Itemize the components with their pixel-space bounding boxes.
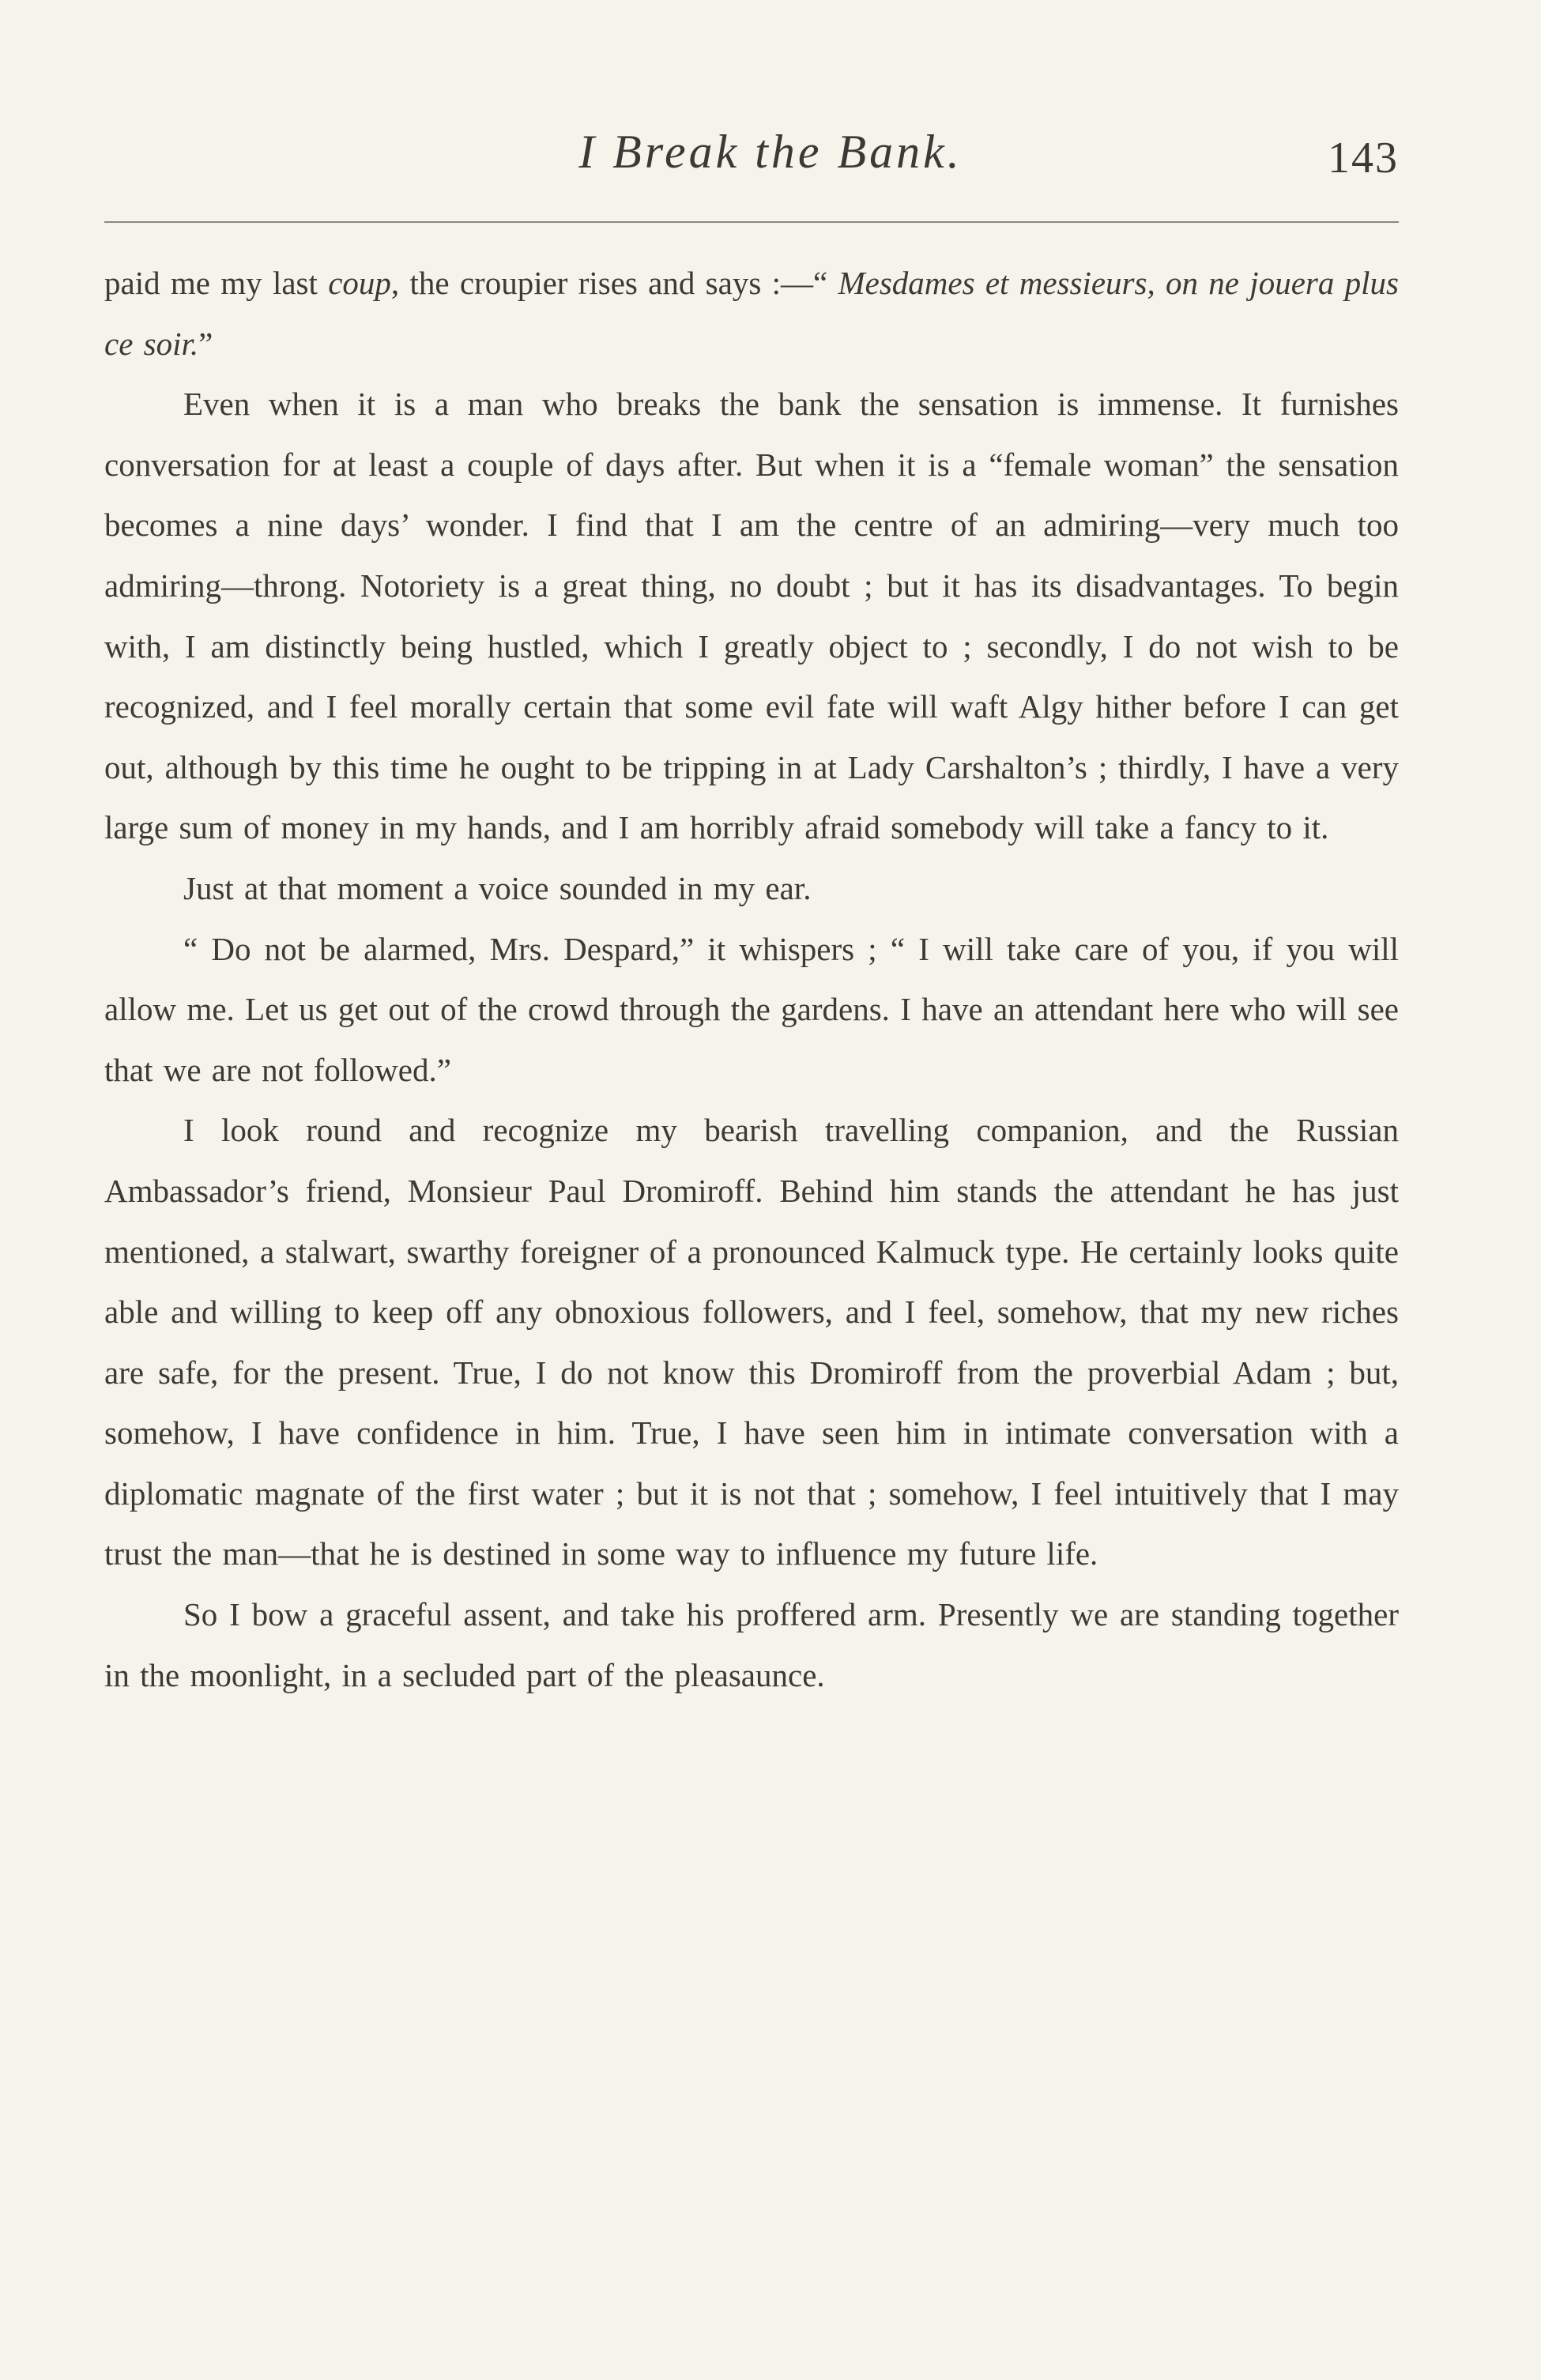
body-text [104, 253, 1399, 1705]
paragraph [104, 1100, 1399, 1584]
paragraph [104, 858, 1399, 919]
text-run: ” [198, 325, 213, 362]
paragraph [104, 919, 1399, 1101]
italic-text: Mesdames et messieurs, on ne jouera plus ce soir. [104, 265, 1399, 362]
text-run: Just at that moment a voice sounded in my ear. [183, 869, 812, 906]
text-run: , the croupier rises and says :—“ [390, 265, 838, 301]
italic-text: coup [328, 265, 391, 301]
paragraph [104, 1584, 1399, 1705]
page-number: 143 [1328, 134, 1399, 183]
paragraph [104, 253, 1399, 374]
text-run: “ Do not be alarmed, Mrs. Despard,” it whispers ; “ I will take care of you, if you will allow me. Let us get out of the crowd through the gardens. I have an attendant here who will see that we are not followed.” [104, 930, 1399, 1088]
text-run: So I bow a graceful assent, and take his proffered arm. Presently we are standing together in the moonlight, in a secluded part of the pleasaunce. [104, 1596, 1399, 1693]
text-run: I look round and recognize my bearish travelling companion, and the Russian Ambassador’s friend, Monsieur Paul Dromiroff. Behind him stands the attendant he has just mentioned, a stalwart, swarthy foreigner of a pronounced Kalmuck type. He certainly looks quite able and willing to keep off any obnoxious followers, and I feel, somehow, that my new riches are safe, for the present. True, I do not know this Dromiroff from the proverbial Adam ; but, somehow, I have confidence in him. True, I have seen him in intimate conversation with a diplomatic magnate of the first water ; but it is not that ; somehow, I feel intuitively that I may trust the man—that he is destined in some way to influence my future life. [104, 1112, 1399, 1572]
paragraph [104, 374, 1399, 858]
text-run: paid me my last [104, 265, 329, 301]
header-rule [104, 221, 1399, 223]
text-run: Even when it is a man who breaks the bank the sensation is immense. It furnishes conversation for at least a couple of days after. But when it is a “female woman” the sensation becomes a nine days’ wonder. I find that I am the centre of an admiring—very much too admiring—throng. Notoriety is a great thing, no doubt ; but it has its disadvantages. To begin with, I am distinctly being hustled, which I greatly object to ; secondly, I do not wish to be recognized, and I feel morally certain that some evil fate will waft Algy hither before I can get out, although by this time he ought to be tripping in at Lady Carshalton’s ; thirdly, I have a very large sum of money in my hands, and I am horribly afraid somebody will take a fancy to it. [104, 386, 1399, 846]
running-title: I Break the Bank. [578, 126, 963, 178]
running-head [0, 125, 1541, 196]
